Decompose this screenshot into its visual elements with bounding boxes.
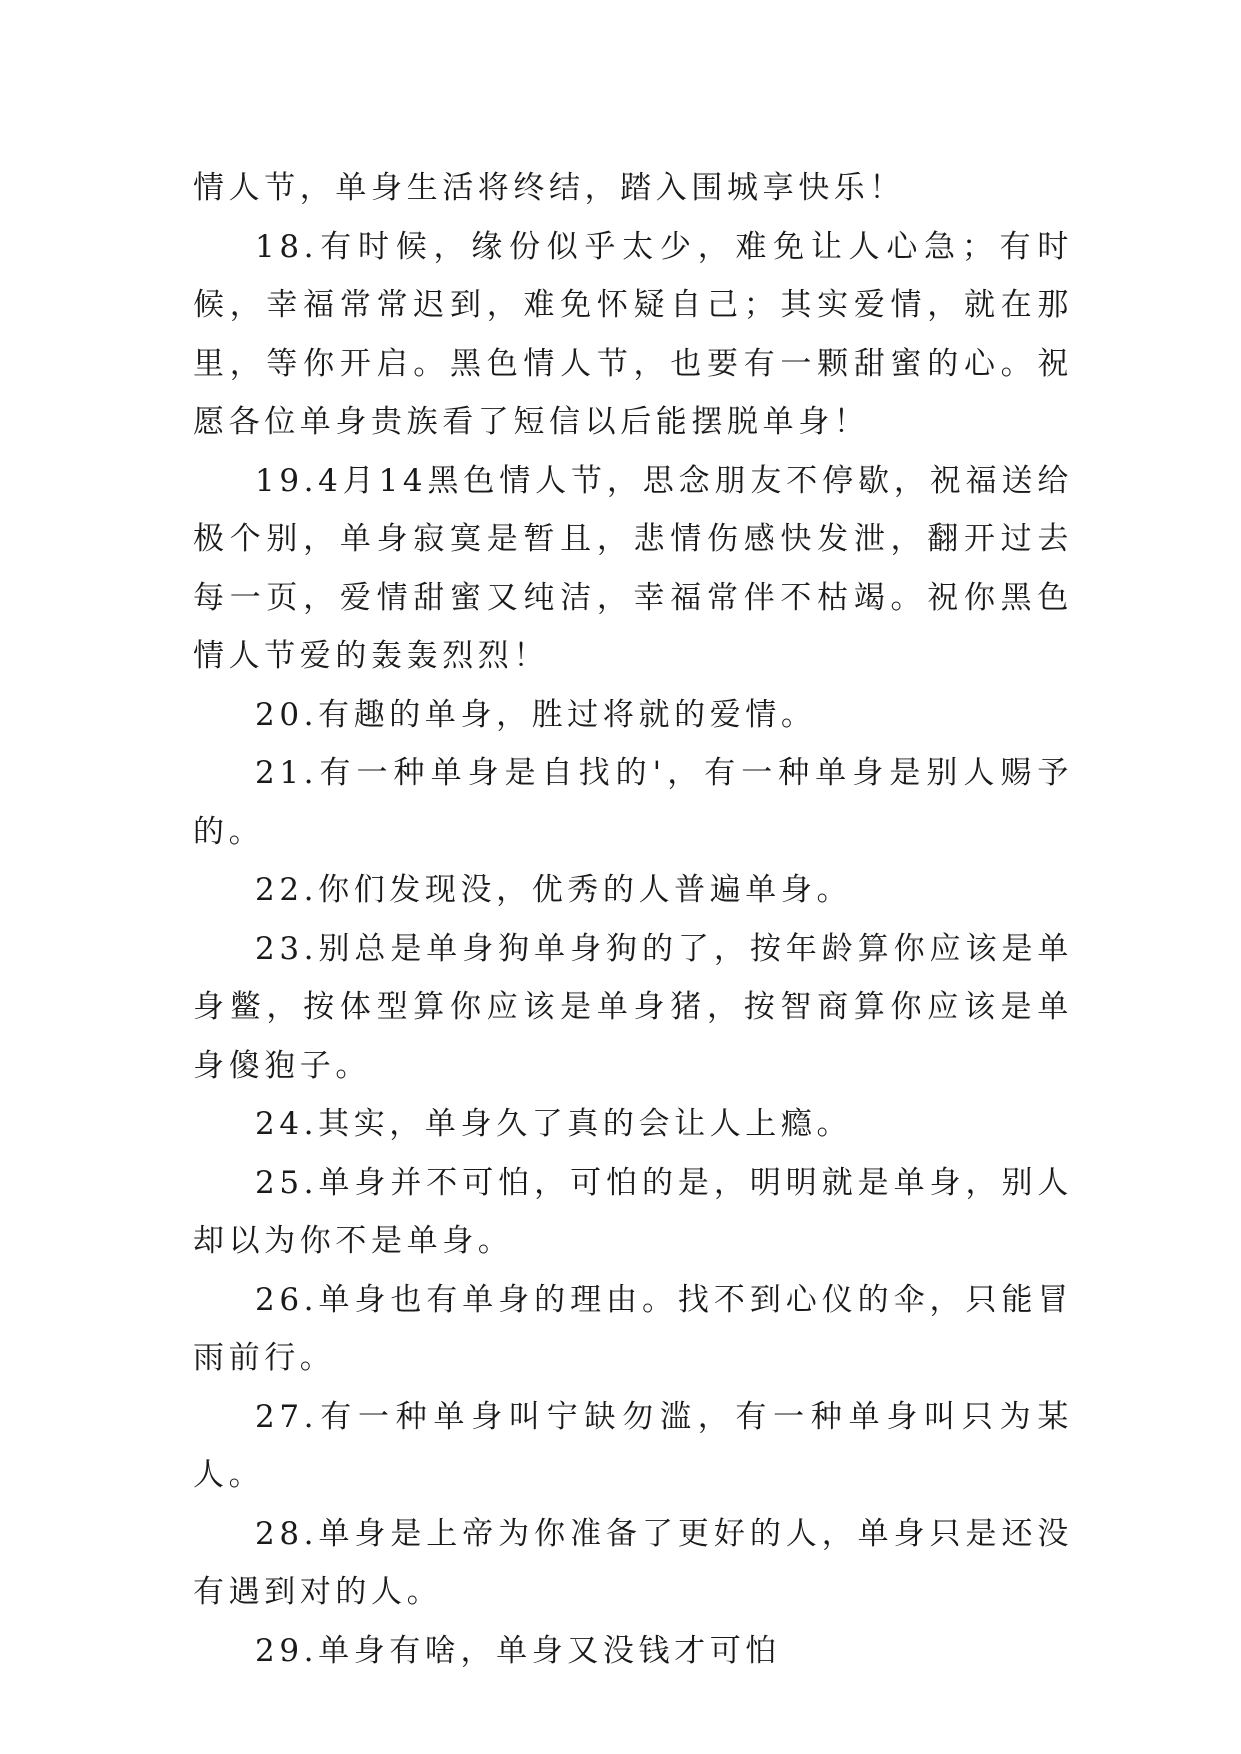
- paragraph-23: 23.别总是单身狗单身狗的了，按年龄算你应该是单身鳖，按体型算你应该是单身猪，按智商算你应该是单身傻狍子。: [193, 930, 1073, 1084]
- paragraph-19: 19.4月14黑色情人节，思念朋友不停歇，祝福送给极个别，单身寂寞是暂且，悲情伤感快发泄，翻开过去每一页，爱情甜蜜又纯洁，幸福常伴不枯竭。祝你黑色情人节爱的轰轰烈烈！: [193, 462, 1073, 674]
- paragraph-29: 29.单身有啥，单身又没钱才可怕: [255, 1632, 781, 1669]
- document-body: [193, 159, 1073, 1680]
- paragraph-27: 27.有一种单身叫宁缺勿滥，有一种单身叫只为某人。: [193, 1398, 1073, 1493]
- paragraph-24: 24.其实，单身久了真的会让人上瘾。: [255, 1106, 853, 1142]
- paragraph-20: 20.有趣的单身，胜过将就的爱情。: [255, 696, 817, 733]
- paragraph-18: 18.有时候，缘份似乎太少，难免让人心急；有时候，幸福常常迟到，难免怀疑自己；其实爱情，就在那里，等你开启。黑色情人节，也要有一颗甜蜜的心。祝愿各位单身贵族看了短信以后能摆脱单身！: [193, 228, 1073, 440]
- paragraph-28: 28.单身是上帝为你准备了更好的人，单身只是还没有遇到对的人。: [193, 1515, 1073, 1610]
- paragraph-25: 25.单身并不可怕，可怕的是，明明就是单身，别人却以为你不是单身。: [193, 1164, 1073, 1259]
- paragraph-26: 26.单身也有单身的理由。找不到心仪的伞，只能冒雨前行。: [193, 1281, 1073, 1376]
- paragraph-21: 21.有一种单身是自找的'，有一种单身是别人赐予的。: [193, 755, 1073, 850]
- paragraph-17-continuation: 情人节，单身生活将终结，踏入围城享快乐！: [193, 170, 905, 206]
- paragraph-22: 22.你们发现没，优秀的人普遍单身。: [255, 872, 853, 908]
